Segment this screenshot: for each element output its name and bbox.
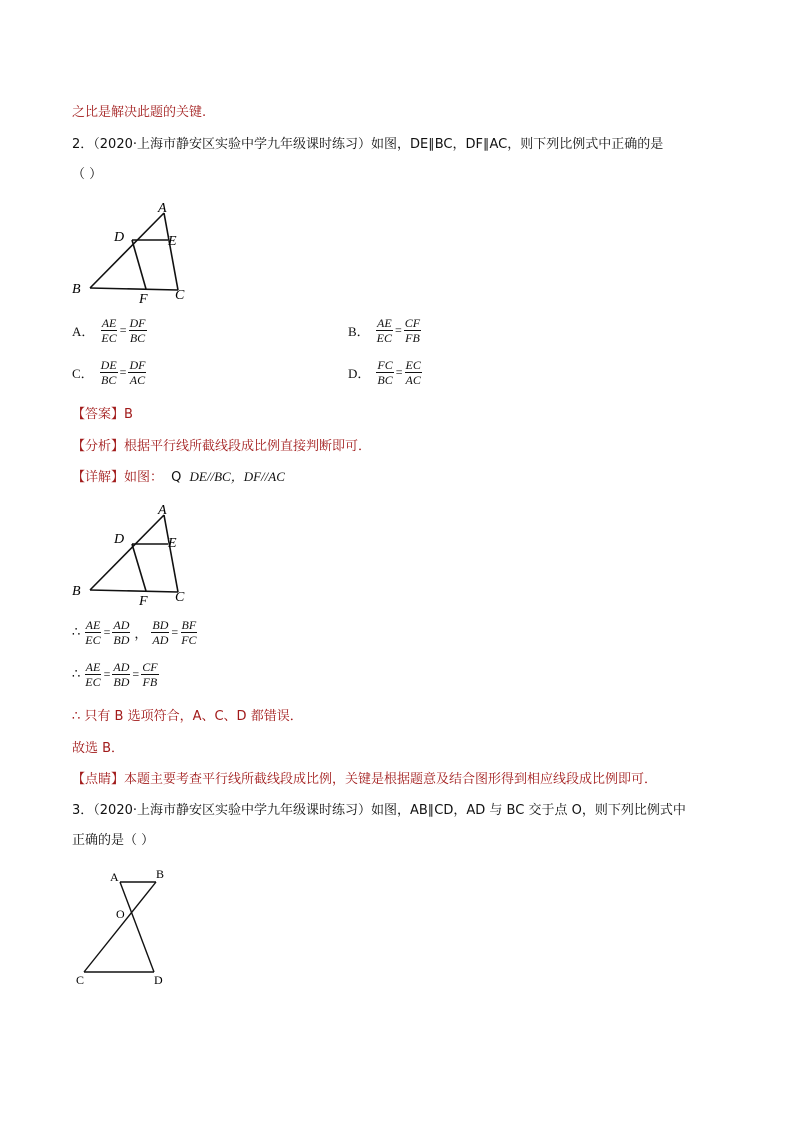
q3-fig-label-d: D (154, 973, 163, 987)
q2-step-2 (72, 660, 159, 689)
q2-answer-value: B (124, 407, 133, 422)
q2-step1-eq-2: = (171, 625, 179, 639)
q3-fig-label-b: B (156, 867, 165, 881)
q2-fig2-label-d: D (114, 532, 125, 547)
q2-comment-text: 本题主要考查平行线所截线段成比例，关键是根据题意及结合图形得到相应线段成比例即可． (124, 772, 658, 787)
q2-fig1-side-bc (90, 288, 178, 290)
q2-step1-eq-1: = (103, 625, 111, 639)
q2-fig2-side-bc (90, 590, 178, 592)
q2-figure-2 (66, 498, 206, 608)
q2-figure-1 (66, 196, 206, 306)
q2-option-a-label: A． (72, 324, 95, 339)
q2-step1-frac-d: $\frac{BF}{FC}$ (181, 618, 197, 647)
q2-detail-condition: DE//BC，DF//AC (189, 469, 285, 484)
q2-step2-frac-a: $\frac{AE}{EC}$ (85, 660, 101, 689)
q2-option-c[interactable] (72, 358, 146, 387)
q2-fig1-side-ac (164, 213, 178, 290)
q2-fig2-seg-df (132, 544, 146, 591)
q2-analysis (72, 435, 371, 454)
q2-option-c-frac-left: $\frac{DE}{BC}$ (100, 358, 117, 387)
q2-step2-frac-c: $\frac{CF}{FB}$ (142, 660, 158, 689)
q2-answer (72, 403, 133, 422)
q2-fig1-side-ab (90, 213, 164, 288)
q3-fig-seg-bc (84, 882, 156, 972)
q2-fig1-label-a: A (158, 201, 167, 216)
q2-option-d-frac-left: $\frac{FC}{BC}$ (377, 358, 393, 387)
q2-step2-frac-b: $\frac{AD}{BD}$ (113, 660, 130, 689)
q2-detail-prefix: 如图： (124, 470, 164, 485)
q2-stem: 2．（2020·上海市静安区实验中学九年级课时练习）如图，DE∥BC，DF∥AC，则下列比例式中正确的是 (72, 137, 664, 152)
q2-fig1-label-d: D (114, 230, 125, 245)
q2-fig2-side-ab (90, 515, 164, 590)
intro-continuation: 之比是解决此题的关键. (72, 105, 207, 120)
q2-fig2-label-c: C (175, 590, 185, 605)
q2-option-d-eq: = (395, 365, 403, 379)
q2-step-1 (72, 618, 198, 647)
q2-detail-tag: 【详解】 (72, 470, 125, 485)
q2-detail (72, 466, 285, 485)
q3-stem-line-2: 正确的是（ ） (72, 833, 155, 848)
q2-option-d-label: D． (348, 366, 371, 381)
q2-option-b-frac-right: $\frac{CF}{FB}$ (404, 316, 421, 345)
q2-step2-eq-1: = (103, 667, 111, 681)
q2-step1-therefore: ∴ (72, 625, 81, 640)
q2-analysis-text: 根据平行线所截线段成比例直接判断即可． (124, 439, 372, 454)
q2-option-b-label: B． (348, 324, 370, 339)
q2-option-a[interactable] (72, 316, 147, 345)
q2-step2-eq-2: = (132, 667, 140, 681)
q2-option-c-frac-right: $\frac{DF}{AC}$ (129, 358, 146, 387)
q2-fig1-label-b: B (72, 282, 81, 297)
q3-fig-label-o: O (116, 907, 125, 921)
q2-fig2-side-ac (164, 515, 178, 592)
q2-option-a-frac-right: $\frac{DF}{BC}$ (129, 316, 146, 345)
q2-fig1-label-c: C (175, 288, 185, 303)
q3-fig-label-a: A (110, 870, 119, 884)
q2-option-b-eq: = (395, 323, 402, 337)
q2-fig1-label-e: E (168, 234, 177, 249)
q2-fig2-label-f: F (139, 594, 148, 608)
q2-answer-tag: 【答案】 (72, 407, 125, 422)
q2-fig1-seg-df (132, 240, 146, 289)
q2-step1-frac-a: $\frac{AE}{EC}$ (85, 618, 101, 647)
q2-option-d-frac-right: $\frac{EC}{AC}$ (405, 358, 421, 387)
q3-figure (70, 862, 180, 992)
q2-option-d[interactable] (348, 358, 422, 387)
q2-step1-frac-c: $\frac{BD}{AD}$ (152, 618, 169, 647)
q2-option-b-frac-left: $\frac{AE}{EC}$ (376, 316, 393, 345)
q3-fig-label-c: C (76, 973, 85, 987)
q2-detail-because: Q (171, 470, 182, 485)
q2-fig1-label-f: F (139, 292, 148, 306)
q2-option-c-eq: = (119, 365, 127, 379)
q2-option-a-eq: = (119, 323, 127, 337)
q2-fig2-label-a: A (158, 503, 167, 518)
q2-step2-therefore: ∴ (72, 667, 81, 682)
q2-analysis-tag: 【分析】 (72, 439, 125, 454)
q3-fig-seg-ad (120, 882, 154, 972)
q2-step1-frac-b: $\frac{AD}{BD}$ (113, 618, 130, 647)
q2-conclusion: 故选 B． (72, 741, 125, 756)
q2-step1-sep: ， (134, 627, 148, 642)
q2-option-c-label: C． (72, 366, 94, 381)
q2-comment-tag: 【点睛】 (72, 772, 125, 787)
q3-stem-line-1: 3．（2020·上海市静安区实验中学九年级课时练习）如图，AB∥CD，AD 与 BC 交于点 O，则下列比例式中 (72, 803, 686, 818)
q2-fig2-label-e: E (168, 536, 177, 551)
q2-fig2-label-b: B (72, 584, 81, 599)
q2-option-a-frac-left: $\frac{AE}{EC}$ (101, 316, 117, 345)
q2-comment (72, 768, 657, 787)
q2-answer-paren: （ ） (72, 167, 103, 182)
q2-option-b[interactable] (348, 316, 421, 345)
q2-step-3: ∴ 只有 B 选项符合，A、C、D 都错误． (72, 709, 303, 724)
